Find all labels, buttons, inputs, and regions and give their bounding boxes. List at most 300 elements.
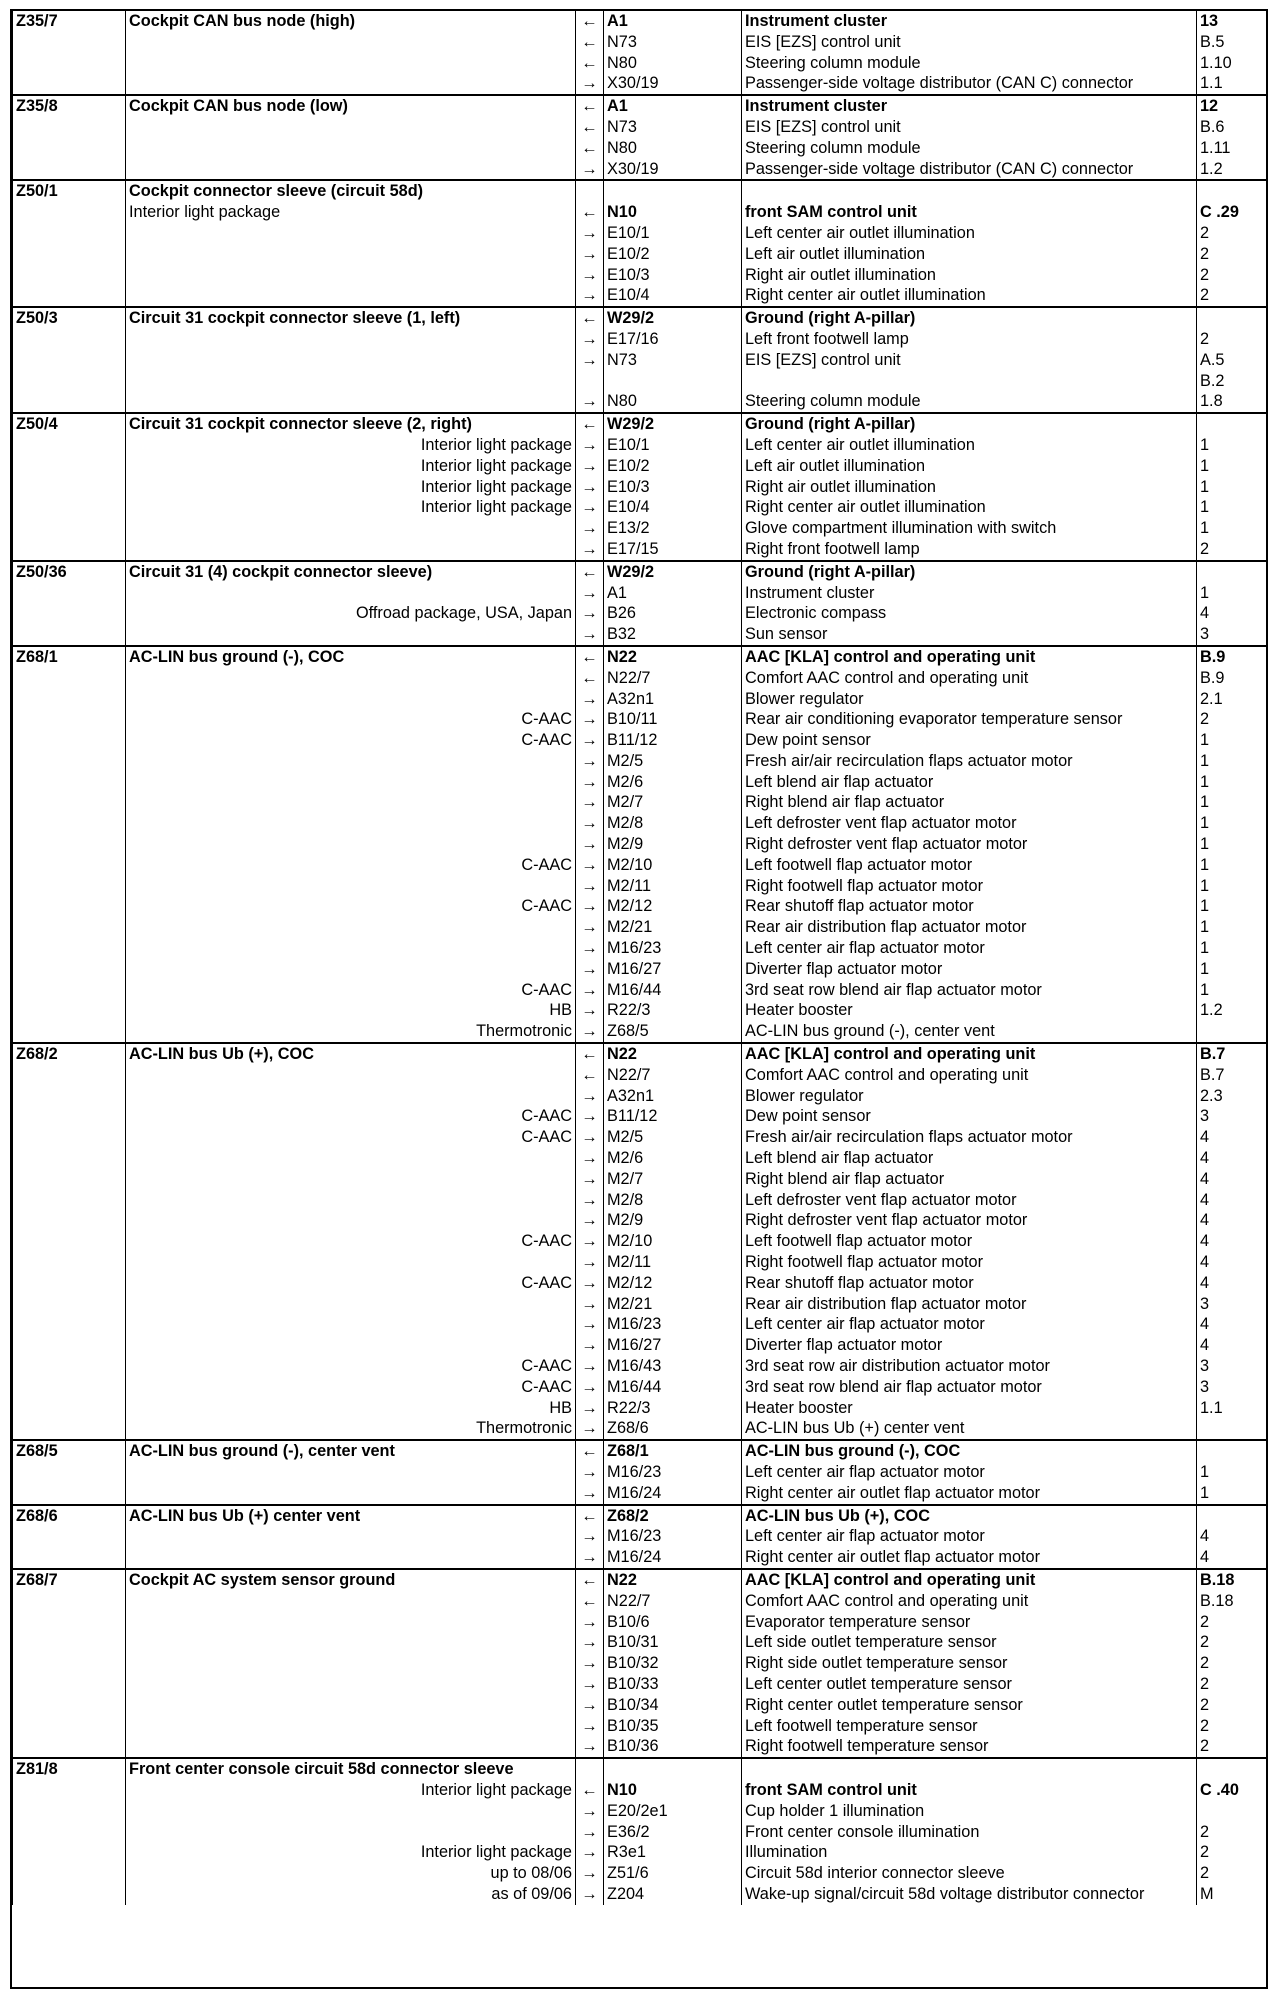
component-code: M2/10 <box>604 1231 742 1252</box>
arrow-right-icon: → <box>576 1801 604 1822</box>
component-name: front SAM control unit <box>742 1758 1197 1801</box>
row-condition-note: C-AAC <box>126 1377 576 1398</box>
row-condition-note: HB <box>126 1398 576 1419</box>
arrow-left-icon: ← <box>576 1043 604 1065</box>
pin-number: 1 <box>1197 855 1267 876</box>
component-code: M2/7 <box>604 1169 742 1190</box>
arrow-right-icon: → <box>576 1190 604 1211</box>
component-name: Instrument cluster <box>742 95 1197 117</box>
pin-number: 2 <box>1197 1736 1267 1758</box>
connection-row <box>13 1822 1267 1843</box>
arrow-right-icon: → <box>576 1736 604 1758</box>
pin-number: 2 <box>1197 1632 1267 1653</box>
arrow-left-icon: ← <box>576 32 604 53</box>
pin-number: 4 <box>1197 1210 1267 1231</box>
connection-row <box>13 265 1267 286</box>
component-name: Glove compartment illumination with switch <box>742 518 1197 539</box>
pin-number: 4 <box>1197 1314 1267 1335</box>
component-name: Left footwell flap actuator motor <box>742 855 1197 876</box>
component-code: M16/24 <box>604 1547 742 1569</box>
row-condition-note: Interior light package <box>126 456 576 477</box>
component-name: Steering column module <box>742 391 1197 413</box>
pin-number: 1 <box>1197 980 1267 1001</box>
component-code: E10/3 <box>604 265 742 286</box>
row-condition-note: C-AAC <box>126 896 576 917</box>
arrow-left-icon: ← <box>576 1591 604 1612</box>
pin-number <box>1197 1021 1267 1043</box>
connection-row <box>13 1591 1267 1612</box>
row-condition-note <box>126 1483 576 1505</box>
component-code: B10/36 <box>604 1736 742 1758</box>
arrow-right-icon: → <box>576 159 604 181</box>
component-name: Illumination <box>742 1842 1197 1863</box>
pin-number <box>1197 1505 1267 1527</box>
component-name: Right center air outlet flap actuator motor <box>742 1547 1197 1569</box>
component-code: N73 <box>604 117 742 138</box>
arrow-right-icon: → <box>576 1842 604 1863</box>
row-condition-note <box>126 1086 576 1107</box>
component-code: Z68/6 <box>604 1418 742 1440</box>
pin-number: 1.1 <box>1197 1398 1267 1419</box>
pin-number: 1 <box>1197 497 1267 518</box>
section-title-cell <box>126 1569 576 1591</box>
connection-row <box>13 518 1267 539</box>
pin-number: 2 <box>1197 1842 1267 1863</box>
arrow-left-icon: ← <box>576 1758 604 1801</box>
component-name: Blower regulator <box>742 1086 1197 1107</box>
pin-number: 2 <box>1197 285 1267 307</box>
row-condition-note <box>126 223 576 244</box>
connection-row <box>13 1294 1267 1315</box>
pin-number: 4 <box>1197 1190 1267 1211</box>
arrow-right-icon: → <box>576 730 604 751</box>
section-title-cell <box>126 1505 576 1527</box>
arrow-right-icon: → <box>576 938 604 959</box>
row-condition-note <box>126 938 576 959</box>
section-code: Z50/3 <box>13 307 126 413</box>
component-name: Rear shutoff flap actuator motor <box>742 896 1197 917</box>
row-condition-note <box>126 689 576 710</box>
connection-row <box>13 159 1267 181</box>
component-code: M16/23 <box>604 938 742 959</box>
arrow-right-icon: → <box>576 813 604 834</box>
component-name: Right side outlet temperature sensor <box>742 1653 1197 1674</box>
pin-number: 2.1 <box>1197 689 1267 710</box>
section-title-cell <box>126 413 576 435</box>
arrow-right-icon: → <box>576 1106 604 1127</box>
arrow-right-icon: → <box>576 1653 604 1674</box>
connection-row <box>13 391 1267 413</box>
section-first-row <box>13 561 1267 583</box>
arrow-right-icon: → <box>576 1418 604 1440</box>
connection-row <box>13 32 1267 53</box>
component-code: B26 <box>604 603 742 624</box>
arrow-right-icon: → <box>576 518 604 539</box>
section-first-row <box>13 1440 1267 1462</box>
pin-number: C .29 <box>1197 180 1267 223</box>
connection-row <box>13 689 1267 710</box>
component-name: Diverter flap actuator motor <box>742 1335 1197 1356</box>
connection-row <box>13 117 1267 138</box>
pin-number: 2 <box>1197 1695 1267 1716</box>
pin-number: 12 <box>1197 95 1267 117</box>
pin-number: 4 <box>1197 1231 1267 1252</box>
pin-number: 4 <box>1197 1148 1267 1169</box>
arrow-right-icon: → <box>576 1462 604 1483</box>
arrow-right-icon: → <box>576 792 604 813</box>
arrow-right-icon: → <box>576 73 604 95</box>
component-name: Left air outlet illumination <box>742 244 1197 265</box>
pin-number: 2 <box>1197 265 1267 286</box>
row-condition-note: Interior light package <box>126 497 576 518</box>
section-title-cell <box>126 1440 576 1462</box>
component-name: Right defroster vent flap actuator motor <box>742 1210 1197 1231</box>
pin-number: 2 <box>1197 1653 1267 1674</box>
connection-row <box>13 938 1267 959</box>
arrow-right-icon: → <box>576 223 604 244</box>
arrow-right-icon: → <box>576 1314 604 1335</box>
component-code: M2/12 <box>604 1273 742 1294</box>
pin-number <box>1197 1440 1267 1462</box>
row-condition-note <box>126 1252 576 1273</box>
pin-number: A.5 B.2 <box>1197 350 1267 392</box>
component-name: Circuit 58d interior connector sleeve <box>742 1863 1197 1884</box>
pin-number: 3 <box>1197 624 1267 646</box>
component-code: A1 <box>604 583 742 604</box>
component-code: Z204 <box>604 1884 742 1905</box>
pin-number: 2 <box>1197 1612 1267 1633</box>
component-code: B32 <box>604 624 742 646</box>
arrow-right-icon: → <box>576 896 604 917</box>
component-name: Steering column module <box>742 138 1197 159</box>
component-name: Left footwell temperature sensor <box>742 1716 1197 1737</box>
pin-number: 4 <box>1197 603 1267 624</box>
arrow-right-icon: → <box>576 456 604 477</box>
connection-row <box>13 1169 1267 1190</box>
pin-number: 1 <box>1197 896 1267 917</box>
arrow-right-icon: → <box>576 1526 604 1547</box>
component-code: E36/2 <box>604 1822 742 1843</box>
pin-number <box>1197 561 1267 583</box>
component-name: AAC [KLA] control and operating unit <box>742 646 1197 668</box>
row-condition-note: C-AAC <box>126 1273 576 1294</box>
connection-row <box>13 1801 1267 1822</box>
component-name: Right defroster vent flap actuator motor <box>742 834 1197 855</box>
pin-number: 1 <box>1197 938 1267 959</box>
section-first-row <box>13 95 1267 117</box>
component-name: Sun sensor <box>742 624 1197 646</box>
component-code: W29/2 <box>604 561 742 583</box>
connection-row <box>13 1252 1267 1273</box>
connection-row <box>13 350 1267 392</box>
component-code: E10/1 <box>604 435 742 456</box>
row-condition-note <box>126 159 576 181</box>
component-code: E10/2 <box>604 456 742 477</box>
pin-number: 1 <box>1197 456 1267 477</box>
connection-row <box>13 1086 1267 1107</box>
section-first-row <box>13 1758 1267 1801</box>
connection-row <box>13 1190 1267 1211</box>
row-condition-note <box>126 917 576 938</box>
row-condition-note <box>126 244 576 265</box>
section-first-row <box>13 1043 1267 1065</box>
component-name: Passenger-side voltage distributor (CAN C) connector <box>742 73 1197 95</box>
component-name: Right center outlet temperature sensor <box>742 1695 1197 1716</box>
row-condition-note <box>126 1736 576 1758</box>
arrow-right-icon: → <box>576 477 604 498</box>
arrow-right-icon: → <box>576 980 604 1001</box>
arrow-right-icon: → <box>576 265 604 286</box>
row-condition-note: C-AAC <box>126 709 576 730</box>
component-code: N22/7 <box>604 1591 742 1612</box>
section-title-cell <box>126 1043 576 1065</box>
connection-row <box>13 329 1267 350</box>
component-code: B10/6 <box>604 1612 742 1633</box>
component-name: Heater booster <box>742 1398 1197 1419</box>
connection-row <box>13 244 1267 265</box>
component-code: B10/33 <box>604 1674 742 1695</box>
arrow-right-icon: → <box>576 1612 604 1633</box>
component-code: A1 <box>604 95 742 117</box>
section-title: AC-LIN bus Ub (+) center vent <box>129 1506 361 1525</box>
section-title: Circuit 31 cockpit connector sleeve (2, right) <box>129 415 472 434</box>
arrow-left-icon: ← <box>576 307 604 329</box>
component-name: AC-LIN bus Ub (+) center vent <box>742 1418 1197 1440</box>
connection-row <box>13 1314 1267 1335</box>
arrow-right-icon: → <box>576 1086 604 1107</box>
component-name: Ground (right A-pillar) <box>742 307 1197 329</box>
arrow-right-icon: → <box>576 435 604 456</box>
component-name: Right center air outlet flap actuator motor <box>742 1483 1197 1505</box>
section-title: AC-LIN bus ground (-), COC <box>129 647 345 666</box>
pin-number: 1 <box>1197 772 1267 793</box>
component-name: Right footwell flap actuator motor <box>742 1252 1197 1273</box>
connection-row <box>13 285 1267 307</box>
connection-row <box>13 223 1267 244</box>
row-condition-note <box>126 876 576 897</box>
component-name: Heater booster <box>742 1000 1197 1021</box>
component-name: Evaporator temperature sensor <box>742 1612 1197 1633</box>
arrow-right-icon: → <box>576 624 604 646</box>
connection-row <box>13 813 1267 834</box>
pin-number: 2 <box>1197 1822 1267 1843</box>
pin-number: 1 <box>1197 518 1267 539</box>
row-condition-note: Interior light package <box>126 435 576 456</box>
row-condition-note: C-AAC <box>126 1356 576 1377</box>
arrow-right-icon: → <box>576 1335 604 1356</box>
connection-row <box>13 1106 1267 1127</box>
component-name: Cup holder 1 illumination <box>742 1801 1197 1822</box>
component-code: A32n1 <box>604 1086 742 1107</box>
pin-number: 1.1 <box>1197 73 1267 95</box>
arrow-right-icon: → <box>576 1252 604 1273</box>
arrow-right-icon: → <box>576 1483 604 1505</box>
component-name: Blower regulator <box>742 689 1197 710</box>
component-code: M2/7 <box>604 792 742 813</box>
arrow-right-icon: → <box>576 1377 604 1398</box>
row-condition-note <box>126 1801 576 1822</box>
section-code: Z68/6 <box>13 1505 126 1569</box>
component-name: 3rd seat row air distribution actuator motor <box>742 1356 1197 1377</box>
arrow-left-icon: ← <box>576 180 604 223</box>
component-code: M2/12 <box>604 896 742 917</box>
arrow-left-icon: ← <box>576 1505 604 1527</box>
arrow-left-icon: ← <box>576 95 604 117</box>
arrow-right-icon: → <box>576 497 604 518</box>
component-code: X30/19 <box>604 73 742 95</box>
section-code: Z81/8 <box>13 1758 126 1905</box>
row-condition-note <box>126 1591 576 1612</box>
connection-row <box>13 980 1267 1001</box>
component-code: M2/11 <box>604 1252 742 1273</box>
row-condition-note: C-AAC <box>126 1231 576 1252</box>
pin-number: 2 <box>1197 1716 1267 1737</box>
component-name: AC-LIN bus Ub (+), COC <box>742 1505 1197 1527</box>
component-code: B10/32 <box>604 1653 742 1674</box>
component-code: M16/43 <box>604 1356 742 1377</box>
pin-number: B.18 <box>1197 1591 1267 1612</box>
component-name: Left defroster vent flap actuator motor <box>742 1190 1197 1211</box>
connection-row <box>13 497 1267 518</box>
pin-number: 1 <box>1197 1483 1267 1505</box>
pin-number: 2 <box>1197 1674 1267 1695</box>
connection-row <box>13 1842 1267 1863</box>
component-name: Comfort AAC control and operating unit <box>742 1065 1197 1086</box>
component-code: M16/27 <box>604 959 742 980</box>
connection-row <box>13 1273 1267 1294</box>
component-code: M16/44 <box>604 1377 742 1398</box>
component-name: 3rd seat row blend air flap actuator motor <box>742 980 1197 1001</box>
row-condition-note <box>126 959 576 980</box>
row-condition-note <box>126 539 576 561</box>
arrow-right-icon: → <box>576 917 604 938</box>
row-condition-note <box>126 1822 576 1843</box>
component-name: Rear air distribution flap actuator motor <box>742 917 1197 938</box>
section-code: Z68/2 <box>13 1043 126 1440</box>
row-condition-note: Offroad package, USA, Japan <box>126 603 576 624</box>
component-code: Z51/6 <box>604 1863 742 1884</box>
pin-number: 3 <box>1197 1356 1267 1377</box>
section-subtitle: Interior light package <box>129 203 281 222</box>
connection-row <box>13 1065 1267 1086</box>
connection-row <box>13 1021 1267 1043</box>
pin-number: 1 <box>1197 834 1267 855</box>
row-condition-note <box>126 1169 576 1190</box>
component-name: AAC [KLA] control and operating unit <box>742 1569 1197 1591</box>
component-name: Dew point sensor <box>742 730 1197 751</box>
pin-number: 2 <box>1197 1863 1267 1884</box>
pin-number: B.18 <box>1197 1569 1267 1591</box>
component-code: N22/7 <box>604 668 742 689</box>
component-name: Rear air conditioning evaporator temperature sensor <box>742 709 1197 730</box>
component-name: Right blend air flap actuator <box>742 792 1197 813</box>
pin-number <box>1197 1801 1267 1822</box>
component-name: Left center air flap actuator motor <box>742 1314 1197 1335</box>
row-condition-note <box>126 1526 576 1547</box>
pin-number: B.7 <box>1197 1065 1267 1086</box>
connection-row <box>13 772 1267 793</box>
section-title: AC-LIN bus Ub (+), COC <box>129 1045 314 1064</box>
connection-row <box>13 1127 1267 1148</box>
component-code: B11/12 <box>604 1106 742 1127</box>
component-code: M16/23 <box>604 1462 742 1483</box>
row-condition-note <box>126 813 576 834</box>
pin-number: 1 <box>1197 1462 1267 1483</box>
section-title: Cockpit connector sleeve (circuit 58d) <box>129 182 424 201</box>
component-code: E10/1 <box>604 223 742 244</box>
component-name: Instrument cluster <box>742 583 1197 604</box>
arrow-left-icon: ← <box>576 413 604 435</box>
row-condition-note <box>126 772 576 793</box>
component-name: Fresh air/air recirculation flaps actuator motor <box>742 1127 1197 1148</box>
component-code: M16/23 <box>604 1314 742 1335</box>
component-name: Right blend air flap actuator <box>742 1169 1197 1190</box>
component-name: Ground (right A-pillar) <box>742 413 1197 435</box>
connection-row <box>13 1863 1267 1884</box>
component-code: N80 <box>604 138 742 159</box>
component-name: AC-LIN bus ground (-), center vent <box>742 1021 1197 1043</box>
arrow-right-icon: → <box>576 1021 604 1043</box>
connection-row <box>13 730 1267 751</box>
section-title: Circuit 31 (4) cockpit connector sleeve) <box>129 562 433 581</box>
row-condition-note <box>126 1695 576 1716</box>
section-title-cell <box>126 11 576 32</box>
component-code: Z68/5 <box>604 1021 742 1043</box>
component-name: Comfort AAC control and operating unit <box>742 668 1197 689</box>
component-code: N22 <box>604 1043 742 1065</box>
section-code: Z35/7 <box>13 11 126 95</box>
pin-number: 1 <box>1197 435 1267 456</box>
row-condition-note <box>126 624 576 646</box>
arrow-left-icon: ← <box>576 668 604 689</box>
arrow-right-icon: → <box>576 1884 604 1905</box>
component-code: E10/4 <box>604 497 742 518</box>
connection-row <box>13 1418 1267 1440</box>
component-code: E10/3 <box>604 477 742 498</box>
arrow-right-icon: → <box>576 1000 604 1021</box>
row-condition-note: Interior light package <box>126 1842 576 1863</box>
pin-number: 2 <box>1197 223 1267 244</box>
connection-row <box>13 603 1267 624</box>
pin-number: C .40 <box>1197 1758 1267 1801</box>
component-code: B10/34 <box>604 1695 742 1716</box>
component-name: Left center air flap actuator motor <box>742 1526 1197 1547</box>
component-code: N22 <box>604 1569 742 1591</box>
connection-row <box>13 435 1267 456</box>
component-code: N10 <box>604 1758 742 1801</box>
section-code: Z68/1 <box>13 646 126 1043</box>
pin-number: 4 <box>1197 1252 1267 1273</box>
section-title: AC-LIN bus ground (-), center vent <box>129 1442 395 1461</box>
row-condition-note: C-AAC <box>126 855 576 876</box>
connection-row <box>13 1526 1267 1547</box>
component-code: M16/23 <box>604 1526 742 1547</box>
row-condition-note <box>126 1716 576 1737</box>
component-code: N80 <box>604 391 742 413</box>
component-code: N22/7 <box>604 1065 742 1086</box>
component-code: E17/15 <box>604 539 742 561</box>
component-name: Dew point sensor <box>742 1106 1197 1127</box>
pin-number: 1.8 <box>1197 391 1267 413</box>
component-name: Right air outlet illumination <box>742 477 1197 498</box>
component-name: Right footwell temperature sensor <box>742 1736 1197 1758</box>
connection-row <box>13 1483 1267 1505</box>
component-name: Ground (right A-pillar) <box>742 561 1197 583</box>
component-code: R22/3 <box>604 1398 742 1419</box>
connection-row <box>13 1695 1267 1716</box>
connection-row <box>13 1462 1267 1483</box>
section-code: Z35/8 <box>13 95 126 180</box>
